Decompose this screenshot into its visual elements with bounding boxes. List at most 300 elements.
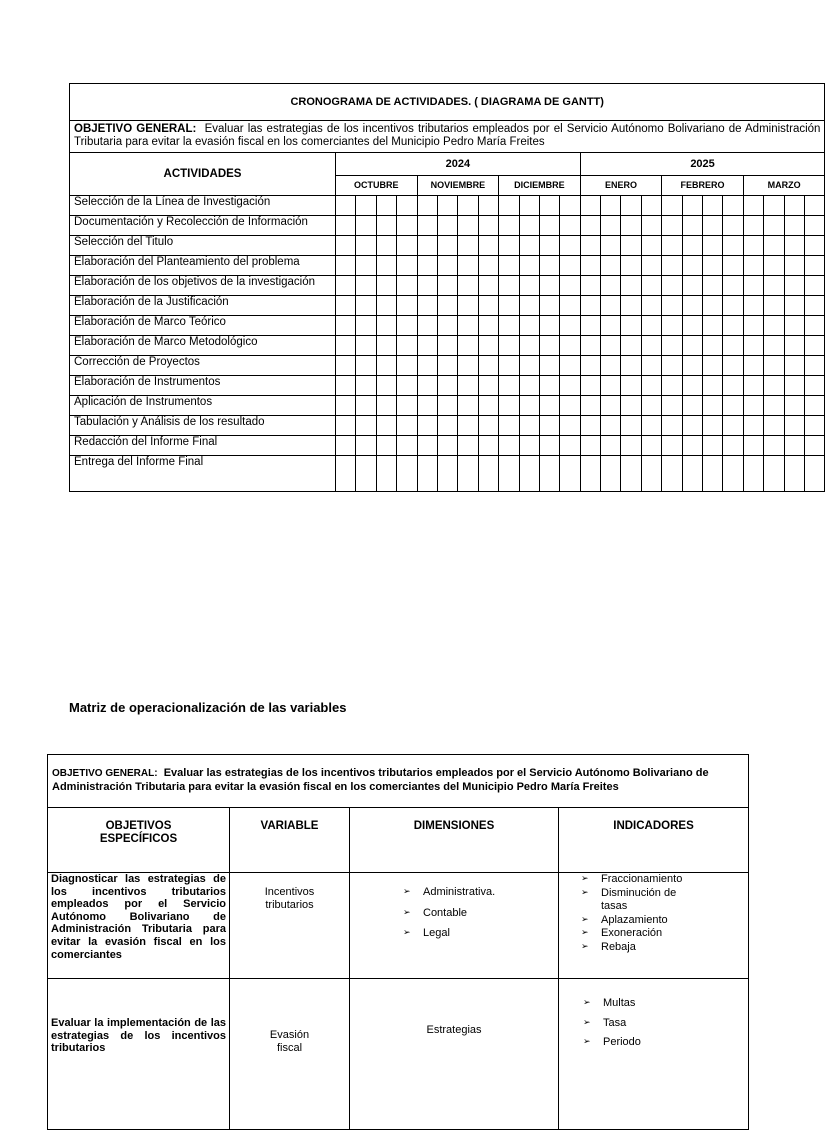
- activity-name: Selección del Titulo: [70, 236, 336, 256]
- week-cell: [499, 416, 519, 436]
- week-cell: [356, 456, 376, 492]
- week-cell: [417, 376, 437, 396]
- week-cell: [417, 236, 437, 256]
- week-cell: [499, 396, 519, 416]
- week-cell: [376, 276, 396, 296]
- activity-name: Elaboración de Instrumentos: [70, 376, 336, 396]
- week-cell: [682, 376, 702, 396]
- week-cell: [764, 356, 784, 376]
- week-cell: [437, 436, 457, 456]
- week-cell: [601, 356, 621, 376]
- week-cell: [560, 336, 580, 356]
- week-cell: [478, 196, 498, 216]
- activity-name: Elaboración de los objetivos de la investigación: [70, 276, 336, 296]
- week-cell: [417, 356, 437, 376]
- week-cell: [682, 256, 702, 276]
- week-cell: [519, 196, 539, 216]
- week-cell: [784, 276, 804, 296]
- list-item: ➢ Fraccionamiento: [581, 873, 748, 887]
- week-cell: [621, 396, 641, 416]
- week-cell: [580, 316, 600, 336]
- week-cell: [601, 456, 621, 492]
- list-item: ➢ Disminución de tasas: [581, 887, 691, 914]
- activity-name: Elaboración de Marco Teórico: [70, 316, 336, 336]
- week-cell: [499, 356, 519, 376]
- week-cell: [743, 456, 763, 492]
- week-cell: [397, 316, 417, 336]
- week-cell: [417, 216, 437, 236]
- week-cell: [397, 376, 417, 396]
- week-cell: [539, 396, 559, 416]
- matrix-heading: Matriz de operacionalización de las variables: [69, 700, 347, 715]
- week-cell: [784, 216, 804, 236]
- week-cell: [804, 456, 824, 492]
- week-cell: [703, 276, 723, 296]
- week-cell: [723, 196, 743, 216]
- week-cell: [703, 456, 723, 492]
- week-cell: [621, 296, 641, 316]
- week-cell: [804, 336, 824, 356]
- week-cell: [376, 216, 396, 236]
- week-cell: [662, 376, 682, 396]
- matrix-row: [48, 979, 749, 1130]
- week-cell: [784, 336, 804, 356]
- week-cell: [499, 216, 519, 236]
- week-cell: [397, 456, 417, 492]
- activity-row: [70, 456, 825, 492]
- week-cell: [641, 216, 661, 236]
- week-cell: [458, 236, 478, 256]
- week-cell: [519, 236, 539, 256]
- week-cell: [499, 376, 519, 396]
- week-cell: [336, 436, 356, 456]
- week-cell: [336, 336, 356, 356]
- week-cell: [397, 236, 417, 256]
- week-cell: [784, 256, 804, 276]
- week-cell: [804, 256, 824, 276]
- week-cell: [682, 416, 702, 436]
- week-cell: [703, 436, 723, 456]
- week-cell: [601, 336, 621, 356]
- week-cell: [804, 356, 824, 376]
- week-cell: [743, 196, 763, 216]
- week-cell: [478, 256, 498, 276]
- week-cell: [641, 336, 661, 356]
- week-cell: [437, 256, 457, 276]
- week-cell: [560, 276, 580, 296]
- week-cell: [437, 196, 457, 216]
- activity-row: [70, 296, 825, 316]
- week-cell: [519, 336, 539, 356]
- week-cell: [417, 416, 437, 436]
- week-cell: [560, 236, 580, 256]
- list-item: ➢ Rebaja: [581, 941, 748, 955]
- week-cell: [519, 396, 539, 416]
- week-cell: [662, 396, 682, 416]
- week-cell: [356, 296, 376, 316]
- week-cell: [560, 356, 580, 376]
- week-cell: [764, 456, 784, 492]
- week-cell: [397, 436, 417, 456]
- week-cell: [703, 316, 723, 336]
- month-header: OCTUBRE: [336, 176, 418, 196]
- week-cell: [723, 316, 743, 336]
- week-cell: [356, 396, 376, 416]
- activity-name: Redacción del Informe Final: [70, 436, 336, 456]
- week-cell: [723, 276, 743, 296]
- week-cell: [478, 456, 498, 492]
- list-item: ➢ Contable: [403, 907, 558, 920]
- activity-name: Elaboración del Planteamiento del problema: [70, 256, 336, 276]
- week-cell: [519, 416, 539, 436]
- week-cell: [397, 416, 417, 436]
- week-cell: [621, 316, 641, 336]
- week-cell: [723, 356, 743, 376]
- week-cell: [376, 436, 396, 456]
- week-cell: [743, 296, 763, 316]
- week-cell: [641, 436, 661, 456]
- week-cell: [621, 356, 641, 376]
- week-cell: [682, 336, 702, 356]
- activity-row: [70, 416, 825, 436]
- week-cell: [580, 276, 600, 296]
- week-cell: [723, 456, 743, 492]
- header-variable: VARIABLE: [230, 808, 350, 873]
- activities-header: ACTIVIDADES: [70, 153, 336, 196]
- week-cell: [743, 236, 763, 256]
- week-cell: [682, 196, 702, 216]
- week-cell: [458, 276, 478, 296]
- week-cell: [621, 436, 641, 456]
- week-cell: [478, 216, 498, 236]
- list-item: ➢ Multas: [583, 997, 748, 1010]
- week-cell: [601, 256, 621, 276]
- matrix-objective: [48, 755, 749, 808]
- activity-row: [70, 376, 825, 396]
- week-cell: [641, 196, 661, 216]
- list-item: ➢ Administrativa.: [403, 886, 558, 899]
- week-cell: [621, 276, 641, 296]
- week-cell: [641, 396, 661, 416]
- week-cell: [437, 316, 457, 336]
- week-cell: [601, 376, 621, 396]
- week-cell: [356, 256, 376, 276]
- week-cell: [417, 456, 437, 492]
- activity-row: [70, 396, 825, 416]
- week-cell: [417, 336, 437, 356]
- week-cell: [580, 256, 600, 276]
- week-cell: [621, 256, 641, 276]
- week-cell: [458, 296, 478, 316]
- week-cell: [397, 396, 417, 416]
- week-cell: [519, 296, 539, 316]
- gantt-objective-label: OBJETIVO GENERAL:: [74, 123, 197, 135]
- week-cell: [499, 436, 519, 456]
- week-cell: [499, 456, 519, 492]
- week-cell: [662, 456, 682, 492]
- week-cell: [499, 196, 519, 216]
- week-cell: [336, 276, 356, 296]
- week-cell: [764, 296, 784, 316]
- week-cell: [336, 216, 356, 236]
- week-cell: [723, 256, 743, 276]
- week-cell: [764, 376, 784, 396]
- specific-objective: Evaluar la implementación de las estrategias de los incentivos tributarios: [48, 979, 230, 1130]
- week-cell: [519, 356, 539, 376]
- week-cell: [580, 356, 600, 376]
- week-cell: [580, 396, 600, 416]
- week-cell: [458, 196, 478, 216]
- week-cell: [682, 396, 702, 416]
- week-cell: [804, 196, 824, 216]
- week-cell: [804, 376, 824, 396]
- week-cell: [356, 436, 376, 456]
- gantt-objective: [70, 121, 825, 153]
- week-cell: [336, 456, 356, 492]
- week-cell: [784, 316, 804, 336]
- week-cell: [499, 256, 519, 276]
- week-cell: [764, 216, 784, 236]
- week-cell: [356, 236, 376, 256]
- week-cell: [662, 236, 682, 256]
- week-cell: [539, 236, 559, 256]
- gantt-table: [69, 83, 825, 492]
- week-cell: [458, 416, 478, 436]
- week-cell: [784, 396, 804, 416]
- week-cell: [336, 236, 356, 256]
- week-cell: [764, 236, 784, 256]
- week-cell: [376, 416, 396, 436]
- activity-row: [70, 216, 825, 236]
- week-cell: [723, 296, 743, 316]
- week-cell: [397, 196, 417, 216]
- week-cell: [499, 336, 519, 356]
- week-cell: [560, 396, 580, 416]
- activity-row: [70, 276, 825, 296]
- week-cell: [539, 356, 559, 376]
- week-cell: [662, 296, 682, 316]
- week-cell: [560, 216, 580, 236]
- activity-name: Selección de la Línea de Investigación: [70, 196, 336, 216]
- week-cell: [376, 396, 396, 416]
- week-cell: [478, 396, 498, 416]
- week-cell: [784, 416, 804, 436]
- week-cell: [662, 316, 682, 336]
- week-cell: [519, 376, 539, 396]
- week-cell: [784, 456, 804, 492]
- week-cell: [356, 416, 376, 436]
- week-cell: [499, 296, 519, 316]
- week-cell: [723, 236, 743, 256]
- week-cell: [703, 416, 723, 436]
- week-cell: [437, 276, 457, 296]
- week-cell: [417, 196, 437, 216]
- activity-row: [70, 196, 825, 216]
- header-dimensiones: DIMENSIONES: [350, 808, 559, 873]
- activity-row: [70, 236, 825, 256]
- week-cell: [458, 316, 478, 336]
- week-cell: [397, 276, 417, 296]
- week-cell: [458, 436, 478, 456]
- week-cell: [356, 336, 376, 356]
- week-cell: [376, 196, 396, 216]
- week-cell: [458, 396, 478, 416]
- month-header: DICIEMBRE: [499, 176, 581, 196]
- activity-row: [70, 256, 825, 276]
- week-cell: [499, 236, 519, 256]
- week-cell: [417, 276, 437, 296]
- week-cell: [804, 216, 824, 236]
- week-cell: [539, 416, 559, 436]
- week-cell: [743, 336, 763, 356]
- week-cell: [539, 456, 559, 492]
- matrix-objective-text: Evaluar las estrategias de los incentivos tributarios empleados por el Servicio Autónomo Bolivariano de Administración Tributaria para evitar la evasión fiscal en los comerciantes del Municipio Pedro María Freites: [52, 767, 709, 793]
- week-cell: [662, 276, 682, 296]
- week-cell: [601, 296, 621, 316]
- week-cell: [641, 256, 661, 276]
- week-cell: [356, 276, 376, 296]
- week-cell: [519, 436, 539, 456]
- week-cell: [764, 396, 784, 416]
- week-cell: [519, 256, 539, 276]
- week-cell: [458, 376, 478, 396]
- week-cell: [784, 436, 804, 456]
- week-cell: [539, 316, 559, 336]
- week-cell: [601, 316, 621, 336]
- week-cell: [580, 336, 600, 356]
- week-cell: [601, 436, 621, 456]
- week-cell: [356, 216, 376, 236]
- week-cell: [376, 256, 396, 276]
- week-cell: [560, 416, 580, 436]
- activity-name: Elaboración de Marco Metodológico: [70, 336, 336, 356]
- week-cell: [682, 216, 702, 236]
- week-cell: [417, 436, 437, 456]
- week-cell: [458, 356, 478, 376]
- week-cell: [621, 196, 641, 216]
- week-cell: [804, 316, 824, 336]
- week-cell: [539, 196, 559, 216]
- activity-name: Aplicación de Instrumentos: [70, 396, 336, 416]
- week-cell: [539, 436, 559, 456]
- week-cell: [519, 316, 539, 336]
- week-cell: [662, 436, 682, 456]
- activity-name: Elaboración de la Justificación: [70, 296, 336, 316]
- week-cell: [580, 196, 600, 216]
- week-cell: [560, 436, 580, 456]
- week-cell: [621, 456, 641, 492]
- week-cell: [621, 416, 641, 436]
- week-cell: [743, 276, 763, 296]
- week-cell: [641, 296, 661, 316]
- week-cell: [478, 416, 498, 436]
- week-cell: [376, 376, 396, 396]
- week-cell: [784, 376, 804, 396]
- week-cell: [601, 216, 621, 236]
- week-cell: [662, 416, 682, 436]
- week-cell: [601, 416, 621, 436]
- week-cell: [723, 436, 743, 456]
- week-cell: [376, 456, 396, 492]
- week-cell: [437, 356, 457, 376]
- dimensions-cell: [350, 873, 559, 979]
- week-cell: [437, 416, 457, 436]
- year-header: 2025: [580, 153, 825, 176]
- week-cell: [764, 196, 784, 216]
- week-cell: [417, 316, 437, 336]
- activity-name: Corrección de Proyectos: [70, 356, 336, 376]
- variable-name: Incentivos tributarios: [264, 886, 315, 911]
- variable-cell: [230, 873, 350, 979]
- week-cell: [641, 276, 661, 296]
- week-cell: [437, 456, 457, 492]
- week-cell: [662, 256, 682, 276]
- week-cell: [417, 396, 437, 416]
- week-cell: [662, 216, 682, 236]
- week-cell: [458, 216, 478, 236]
- week-cell: [560, 376, 580, 396]
- week-cell: [703, 336, 723, 356]
- week-cell: [784, 356, 804, 376]
- week-cell: [560, 296, 580, 316]
- week-cell: [478, 436, 498, 456]
- week-cell: [682, 456, 702, 492]
- week-cell: [703, 236, 723, 256]
- week-cell: [743, 436, 763, 456]
- week-cell: [397, 336, 417, 356]
- week-cell: [458, 336, 478, 356]
- week-cell: [376, 316, 396, 336]
- week-cell: [601, 276, 621, 296]
- header-objetivos: OBJETIVOS ESPECÍFICOS: [48, 808, 230, 873]
- week-cell: [478, 236, 498, 256]
- week-cell: [743, 216, 763, 236]
- week-cell: [743, 356, 763, 376]
- week-cell: [336, 296, 356, 316]
- week-cell: [437, 296, 457, 316]
- week-cell: [703, 396, 723, 416]
- week-cell: [703, 196, 723, 216]
- week-cell: [376, 296, 396, 316]
- week-cell: [499, 276, 519, 296]
- week-cell: [703, 376, 723, 396]
- week-cell: [621, 376, 641, 396]
- week-cell: [499, 316, 519, 336]
- activity-row: [70, 316, 825, 336]
- week-cell: [397, 256, 417, 276]
- activity-row: [70, 356, 825, 376]
- week-cell: [437, 396, 457, 416]
- week-cell: [376, 356, 396, 376]
- week-cell: [641, 316, 661, 336]
- list-item: ➢ Exoneración: [581, 927, 748, 941]
- gantt-title: CRONOGRAMA DE ACTIVIDADES. ( DIAGRAMA DE GANTT): [70, 84, 825, 121]
- week-cell: [560, 256, 580, 276]
- week-cell: [682, 276, 702, 296]
- operationalization-matrix: [47, 754, 749, 1130]
- specific-objective: Diagnosticar las estrategias de los incentivos tributarios empleados por el Servicio Autónomo Bolivariano de Administración Tributaria para evitar la evasión fiscal en los comerciantes: [48, 873, 230, 979]
- week-cell: [478, 356, 498, 376]
- week-cell: [703, 216, 723, 236]
- list-item: ➢ Legal: [403, 927, 558, 940]
- week-cell: [723, 376, 743, 396]
- week-cell: [580, 436, 600, 456]
- variable-cell: [230, 979, 350, 1130]
- week-cell: [723, 336, 743, 356]
- year-header: 2024: [336, 153, 581, 176]
- week-cell: [437, 216, 457, 236]
- week-cell: [437, 376, 457, 396]
